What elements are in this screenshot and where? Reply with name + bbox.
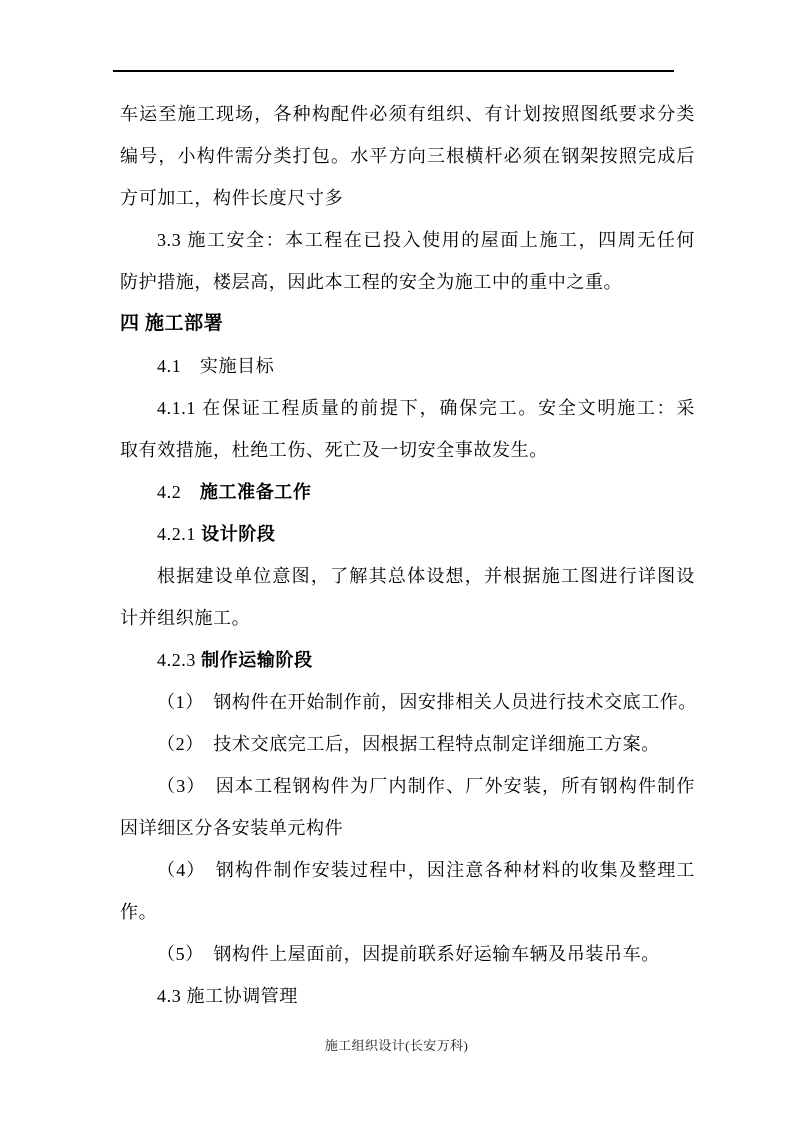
text-line: 方可加工，构件长度尺寸多 (120, 188, 344, 208)
section-heading (120, 303, 695, 345)
text-line: 4.1 实施目标 (157, 356, 275, 376)
text-line: 4.3 施工协调管理 (157, 986, 298, 1006)
text-line: （4） 钢构件制作安装过程中，因注意各种材料的收集及整理工 (157, 860, 695, 880)
paragraph (120, 765, 695, 849)
text-line: 4.1.1 在保证工程质量的前提下，确保完工。安全文明施工：采 (157, 398, 695, 418)
text-line: 车运至施工现场，各种构配件必须有组织、有计划按照图纸要求分类 (120, 104, 695, 124)
text-line (120, 513, 695, 555)
paragraph (120, 555, 695, 639)
text-line: （1） 钢构件在开始制作前，因安排相关人员进行技术交底工作。 (157, 692, 697, 712)
text-line (120, 639, 695, 681)
header-rule (113, 70, 674, 72)
paragraph (120, 387, 695, 471)
document-body (120, 93, 695, 1017)
text-line: （2） 技术交底完工后，因根据工程特点制定详细施工方案。 (157, 734, 660, 754)
heading-text: 设计阶段 (201, 524, 276, 544)
text-line: 计并组织施工。 (120, 608, 251, 628)
paragraph (120, 681, 695, 723)
section-heading (120, 471, 695, 513)
heading-text: 施工准备工作 (199, 482, 312, 502)
text-line: 取有效措施，杜绝工伤、死亡及一切安全事故发生。 (120, 440, 548, 460)
text-line (120, 471, 695, 513)
page-footer: 施工组织设计(长安万科) (324, 1038, 469, 1053)
text-line: 作。 (120, 902, 158, 922)
heading-text: 制作运输阶段 (201, 650, 313, 670)
text-line: （5） 钢构件上屋面前，因提前联系好运输车辆及吊装吊车。 (157, 944, 660, 964)
paragraph (120, 219, 695, 303)
text-line: 根据建设单位意图，了解其总体设想，并根据施工图进行详图设 (157, 566, 695, 586)
paragraph (120, 345, 695, 387)
heading-number: 4.2.3 (157, 650, 202, 670)
text-line: 因详细区分各安装单元构件 (120, 818, 344, 838)
text-line: 防护措施，楼层高，因此本工程的安全为施工中的重中之重。 (120, 272, 623, 292)
text-line: 四 施工部署 (120, 313, 224, 334)
text-line: 编号，小构件需分类打包。水平方向三根横杆必须在钢架按照完成后 (120, 146, 695, 166)
section-heading (120, 513, 695, 555)
text-line: 3.3 施工安全：本工程在已投入使用的屋面上施工，四周无任何 (157, 230, 695, 250)
section-heading (120, 639, 695, 681)
paragraph (120, 849, 695, 933)
heading-number: 4.2 (157, 482, 200, 502)
paragraph (120, 93, 695, 219)
text-line: （3） 因本工程钢构件为厂内制作、厂外安装，所有钢构件制作 (157, 776, 695, 796)
heading-number: 4.2.1 (157, 524, 202, 544)
paragraph (120, 975, 695, 1017)
paragraph (120, 933, 695, 975)
paragraph (120, 723, 695, 765)
